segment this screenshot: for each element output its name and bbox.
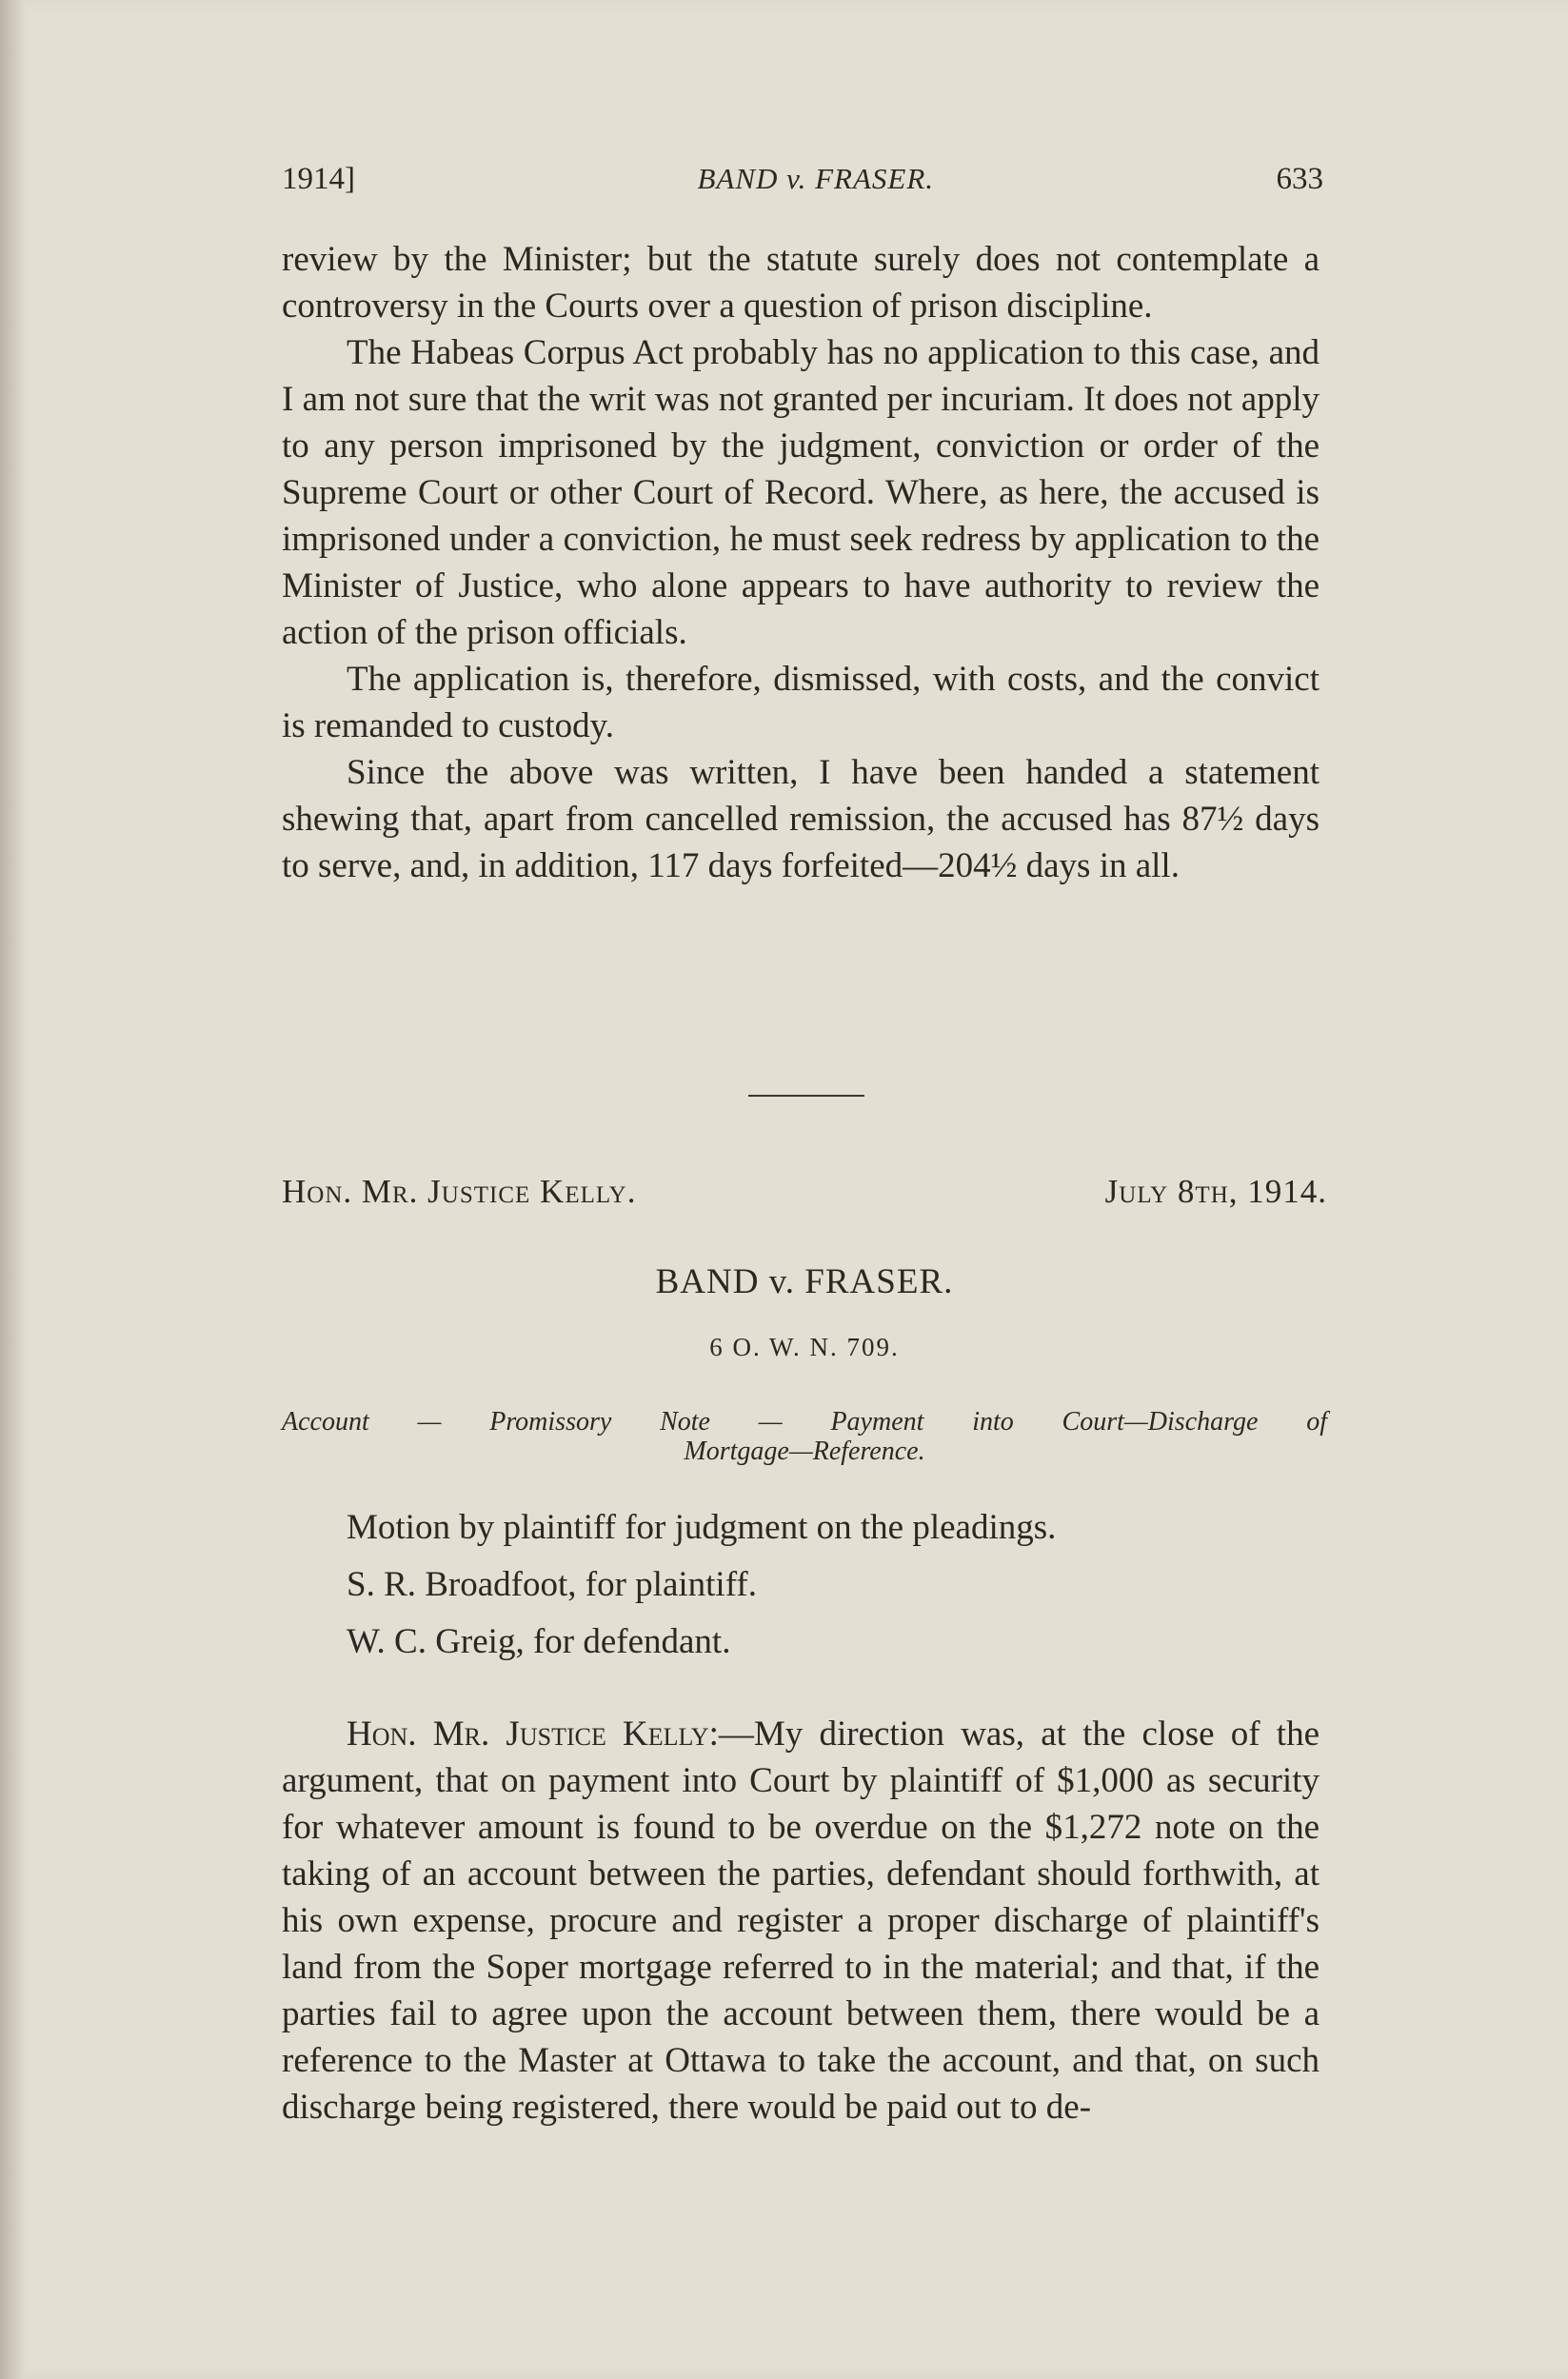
paragraph: review by the Minister; but the statute surely does not contemplate a controversy in the Courts over a question of prison discipline. (282, 240, 1320, 326)
paragraph: Since the above was written, I have been handed a statement shewing that, apart from cancelled remission, the accused has 87½ days to serve, and, in addition, 117 days forfeited—204½ days in all. (282, 753, 1320, 885)
running-header (282, 162, 1323, 197)
paragraph: The Habeas Corpus Act probably has no application to this case, and I am not sure that the writ was not granted per incuriam. It does not apply to any person imprisoned by the judgment, conviction or order of the Supreme Court or other Court of Record. Where, as here, the accused is imprisoned under a conviction, he must seek redress by application to the Minister of Justice, who alone appears to have authority to review the action of the prison officials. (282, 333, 1320, 652)
opening-text (282, 236, 1320, 889)
counsel-block (282, 1499, 1327, 1671)
header-year: 1914] (282, 162, 355, 196)
judge-name: Hon. Mr. Justice Kelly. (282, 1173, 637, 1210)
case-citation: 6 O. W. N. 709. (709, 1333, 900, 1361)
catchwords-line-2: Mortgage—Reference. (684, 1437, 925, 1466)
judge-date-line (282, 1173, 1327, 1211)
counsel-defendant: W. C. Greig, for defendant. (347, 1622, 731, 1661)
catchwords-line-1: Account — Promissory Note — Payment into Court—Discharge of (282, 1407, 1327, 1437)
judgment-paragraph (282, 1711, 1320, 2131)
decision-date: July 8th, 1914. (1104, 1173, 1327, 1210)
judgment-text (282, 1711, 1320, 2131)
catchwords (282, 1407, 1327, 1466)
judgment-speaker: Hon. Mr. Justice Kelly: (347, 1715, 719, 1754)
counsel-plaintiff: S. R. Broadfoot, for plaintiff. (347, 1565, 757, 1604)
header-page-number: 633 (1276, 162, 1323, 196)
motion-line: Motion by plaintiff for judgment on the pleadings. (347, 1508, 1057, 1547)
section-divider (748, 1095, 864, 1097)
judgment-body: —My direction was, at the close of the argument, that on payment into Court by plaintiff of $1,000 as security for whatever amount is found to be overdue on the $1,272 note on the taking of an account between the parties, defendant should forthwith, at his own expense, procure and register a proper discharge of plaintiff's land from the Soper mortgage referred to in the material; and that, if the parties fail to agree upon the account between them, there would be a reference to the Master at Ottawa to take the account, and that, on such discharge being registered, there would be paid out to de- (282, 1715, 1320, 2127)
header-title: BAND v. FRASER. (697, 162, 935, 195)
case-title: BAND v. FRASER. (655, 1262, 954, 1301)
page-gutter (0, 0, 25, 2379)
paragraph: The application is, therefore, dismissed, with costs, and the convict is remanded to custody. (282, 660, 1320, 745)
